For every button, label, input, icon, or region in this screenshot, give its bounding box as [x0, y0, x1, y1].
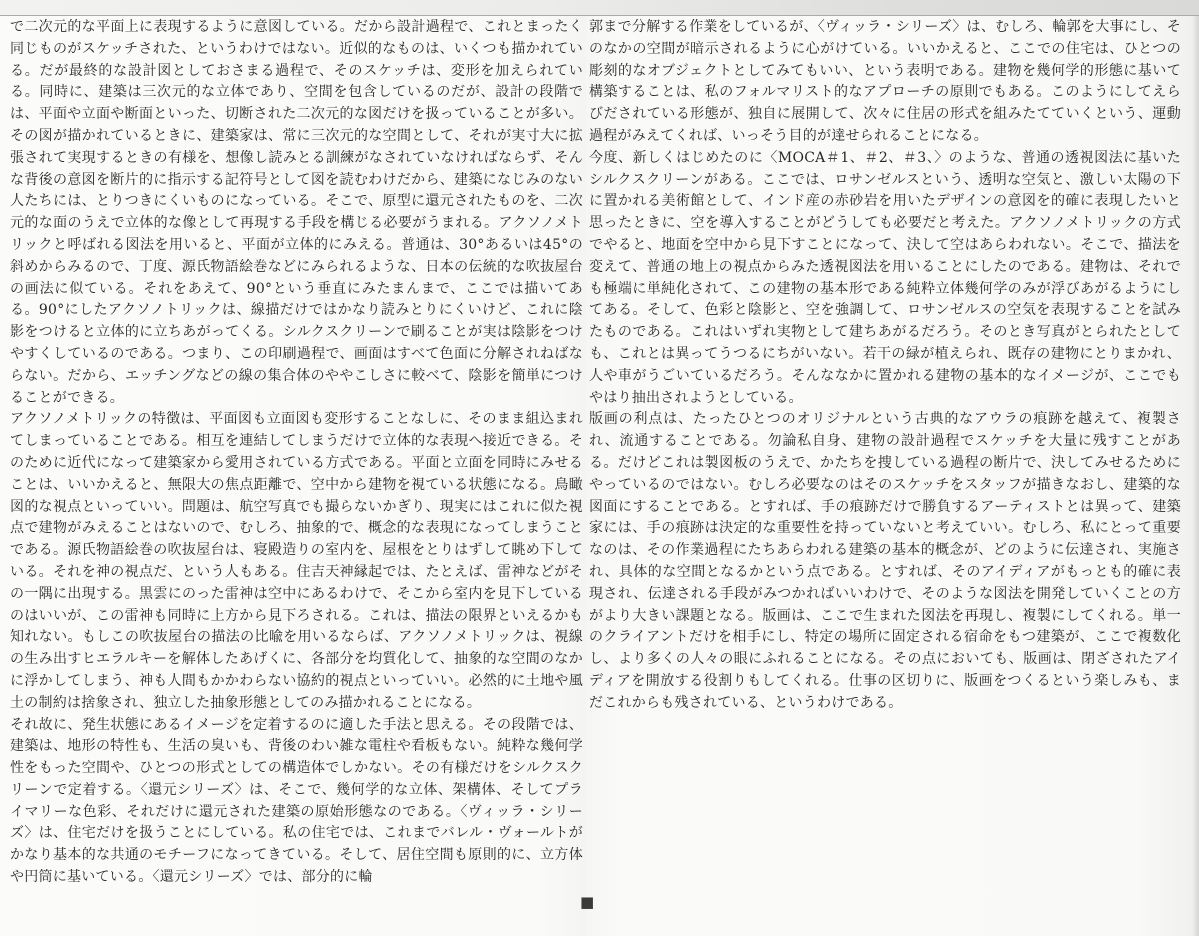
right-text-column	[589, 17, 1181, 715]
scan-edge-top	[0, 0, 1199, 16]
scan-edge-right	[1192, 0, 1199, 936]
paragraph-right-3: 版画の利点は、たったひとつのオリジナルという古典的なアウラの痕跡を越えて、複製され、流通することである。勿論私自身、建物の設計過程でスケッチを大量に残すことがある。だけどこれは製図板のうえで、かたちを捜している過程の断片で、決してみせるためにやっているのではない。むしろ必要なのはそのスケッチをスタッフが描きなおし、建築的な図面にすることである。とすれば、手の痕跡だけで勝負するアーティストとは異って、建築家には、手の痕跡は決定的な重要性を持っていないと考えていい。むしろ、私にとって重要なのは、その作業過程にたちあらわれる建築の基本的概念が、どのように伝達され、実施され、具体的な空間となるかという点である。とすれば、そのアイディアがもっとも的確に表現され、伝達される手段がみつかればいいわけで、そのような図法を開発していくことの方がより大きい課題となる。版画は、ここで生まれた図法を再現し、複製にしてくれる。単一のクライアントだけを相手にし、特定の場所に固定される宿命をもつ建築が、ここで複数化し、より多くの人々の眼にふれることになる。その点においても、版画は、閉ざされたアイディアを開放する役割りもしてくれる。仕事の区切りに、版画をつくるという楽しみも、まだこれからも残されている、というわけである。	[589, 411, 1181, 711]
paragraph-left-2: アクソノメトリックの特徴は、平面図も立面図も変形することなしに、そのまま組込まれてしまっていることである。相互を連結してしまうだけで立体的な表現へ接近できる。そのために近代になって建築家から愛用されている方式である。平面と立面を同時にみせることは、いいかえると、無限大の焦点距離で、空中から建物を視ている状態になる。鳥瞰図的な視点といっていい。問題は、航空写真でも撮らないかぎり、現実にはこれに似た視点で建物がみえることはないので、むしろ、抽象的で、概念的な表現になってしまうことである。源氏物語絵巻の吹抜屋台は、寝殿造りの室内を、屋根をとりはずして眺め下している。それを神の視点だ、という人もある。住吉天神縁起では、たとえば、雷神などがその一隅に出現する。黒雲にのった雷神は空中にあるわけで、そこから室内を見下しているのはいいが、この雷神も同時に上方から見下ろされる。これは、描法の限界といえるかも知れない。もしこの吹抜屋台の描法の比喩を用いるならば、アクソノメトリックは、視線の生み出すヒエラルキーを解体したあげくに、各部分を均質化して、抽象的な空間のなかに浮かしてしまう、神も人間もかかわらない協約的視点といっていい。必然的に土地や風土の制約は捨象され、独立した抽象形態としてのみ描かれることになる。	[10, 411, 583, 711]
paragraph-right-2: 今度、新しくはじめたのに〈MOCA＃1、＃2、＃3、〉のような、普通の透視図法に基いたシルクスクリーンがある。ここでは、ロサンゼルスという、透明な空気と、激しい太陽の下に置かれる美術館として、インド産の赤砂岩を用いたデザインの意図を的確に表現したいと思ったときに、空を導入することがどうしても必要だと考えた。アクソノメトリックの方式でやると、地面を空中から見下すことになって、決して空はあらわれない。そこで、描法を変えて、普通の地上の視点からみた透視図法を用いることにしたのである。建物は、それでも極端に単純化されて、この建物の基本形である純粋立体幾何学のみが浮びあがるようにしてある。そして、色彩と陰影と、空を強調して、ロサンゼルスの空気を表現することを試みたものである。これはいずれ実物として建ちあがるだろう。そのとき写真がとられたとしても、これとは異ってうつるにちがいない。若干の緑が植えられ、既存の建物にとりまかれ、人や車がうごいているだろう。そんななかに置かれる建物の基本的なイメージが、ここでもやはり抽出されようとしている。	[589, 149, 1182, 406]
paragraph-left-3: それ故に、発生状態にあるイメージを定着するのに適した手法と思える。その段階では、建築は、地形の特性も、生活の臭いも、背後のわい雑な電柱や看板もない。純粋な幾何学性をもった空間や、ひとつの形式としての構造体でしかない。その有様だけをシルクスクリーンで定着する。〈還元シリーズ〉は、そこで、幾何学的な立体、架構体、そしてプライマリーな色彩、それだけに還元された建築の原始形態なのである。〈ヴィッラ・シリーズ〉は、住宅だけを扱うことにしている。私の住宅では、これまでバレル・ヴォールトがかなり基本的な共通のモチーフになってきている。そして、居住空間も原則的に、立方体や円筒に基いている。〈還元シリーズ〉では、部分的に輪	[10, 716, 583, 886]
end-of-article-mark: ■	[580, 893, 595, 911]
paragraph-right-1: 郭まで分解する作業をしているが、〈ヴィッラ・シリーズ〉は、むしろ、輪郭を大事にし、そのなかの空間が暗示されるように心がけている。いいかえると、ここでの住宅は、ひとつの彫刻的なオブジェクトとしてみてもいい、という表明である。建物を幾何学的形態に基いて構築することは、私のフォルマリスト的なアプローチの原則でもある。このようにしてえらびだされている形態が、独自に展開して、次々に住居の形式を組みたてていくという、運動過程がみえてくれば、いっそう目的が達せられることになる。	[589, 19, 1181, 144]
paragraph-left-1: で二次元的な平面上に表現するように意図している。だから設計過程で、これとまったく同じものがスケッチされた、というわけではない。近似的なものは、いくつも描かれている。だが最終的な設計図としておさまる過程で、そのスケッチは、変形を加えられている。同時に、建築は三次元的な立体であり、空間を包含しているのだが、設計の段階では、平面や立面や断面といった、切断された二次元的な図だけを扱っていることが多い。その図が描かれているときに、建築家は、常に三次元的な空間として、それが実寸大に拡張されて実現するときの有様を、想像し読みとる訓練がなされていなければならず、そんな背後の意図を断片的に指示する記符号として図を読むわけだから、建築になじみのない人たちには、とりつきにくいものになっている。そこで、原型に還元されたものを、二次元的な面のうえで立体的な像として再現する手段を構じる必要がうまれる。アクソノメトリックと呼ばれる図法を用いると、平面が立体的にみえる。普通は、30°あるいは45°の斜めからみるので、丁度、源氏物語絵巻などにみられるような、日本の伝統的な吹抜屋台の画法に似ている。それをあえて、90°という垂直にみたまんまで、ここでは描いてある。90°にしたアクソノトリックは、線描だけではかなり読みとりにくいけど、これに陰影をつけると立体的に立ちあがってくる。シルクスクリーンで刷ることが実は陰影をつけやすくしているのである。つまり、この印刷過程で、画面はすべて色面に分解されねばならない。だから、エッチングなどの線の集合体のややこしさに較べて、陰影を簡単につけることができる。	[10, 19, 583, 406]
left-text-column	[10, 17, 583, 889]
